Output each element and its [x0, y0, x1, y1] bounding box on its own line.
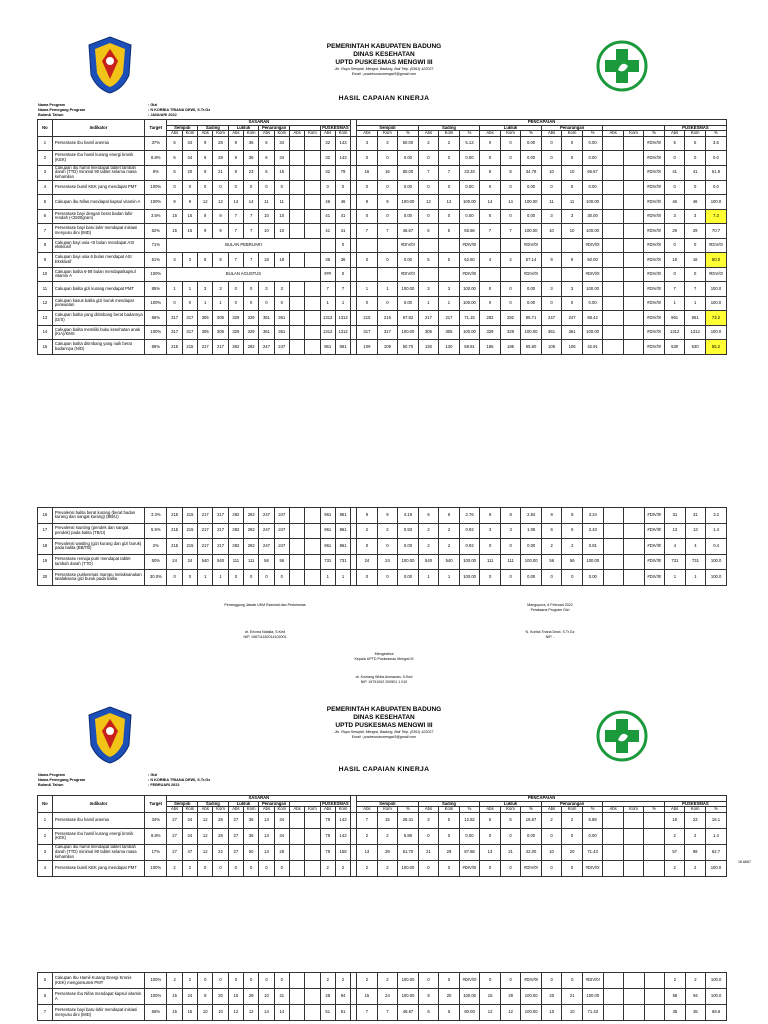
table-row: 11 Cakupan balita gizi kurang mendapat PMT 85% 1 1 3 3 0 0 3 3 7 7 1 1 100.00 3 3 100.00 0 0 0.00 3 3 100.00 #DIV/0! 7 7 100.0	[38, 282, 727, 297]
row-target: 3.5%	[145, 209, 167, 224]
highlight-cell: 55.2	[705, 340, 726, 355]
badung-emblem-logo	[85, 35, 135, 95]
row-no: 14	[38, 325, 53, 340]
row-indikator: Persentase remaja putri mendapat tablet tambah darah (TTD)	[52, 554, 144, 570]
health-cross-logo-2	[596, 710, 648, 762]
row-indikator: Cakupan balita ditimbang yang naik berat badannya (N/D)	[52, 340, 144, 355]
table-row: 8 Cakupan bayi usia <6 bulan mendapat ASI eksklusif 71% BULAN PEBRUARI 0 #DIV/0! #DIV/0! #DIV/0! #DIV/0! #DIV/0! 0 0 #DIV/0!	[38, 238, 727, 253]
row-target: 17%	[145, 844, 167, 860]
col-pen-desa: Penarungan	[541, 801, 603, 807]
row-indikator: Cakupan bayi usia <6 bulan mendapat ASI eksklusif	[52, 238, 144, 253]
col-sas-puskesmas: PUSKESMAS	[320, 801, 351, 807]
side-note: 16.6667	[738, 860, 751, 864]
col-pen-desa: Sempidi	[357, 125, 419, 131]
col-indikator: Indikator	[52, 120, 144, 137]
highlight-cell: 73.2	[705, 311, 726, 326]
table-row: 4 Persentase bumil KEK yang mendapat PMT 100% 2 2 0 0 0 0 0 0 2 2 2 2 100.00 0 0 #DIV/0! 0 0 #DIV/0! 0 0 #DIV/0! 2 2 100.0	[38, 860, 727, 876]
row-no: 18	[38, 539, 53, 555]
kinerja-table-february-continued	[37, 972, 727, 1021]
row-no: 15	[38, 340, 53, 355]
row-indikator: Persentase ibu hamil anemia	[52, 136, 144, 151]
meta-month: Bulan& Tahun : JANUARI 2022	[38, 113, 177, 118]
row-target: 86%	[145, 340, 167, 355]
table-row: 10 Cakupan balita 6-59 bulan mendapatkapsul vitamin A 100% BULAN AGUSTUS ### 0 #DIV/0! #DIV/0! #DIV/0! #DIV/0! #DIV/0! 0 0 #DIV/0!	[38, 267, 727, 282]
table-row: 6 Persentase bayi dengan berat badan lahir rendah (<2500gram) 3.5% 15 15 9 9 7 7 10 10 41 41 0 0 0.00 0 0 0.00 0 0 0.00 3 3 30.00 #DIV/0! 3 3 7.3	[38, 209, 727, 224]
col-pen-desa: Lukluk	[480, 125, 542, 131]
col-no: No	[38, 796, 53, 813]
col-pencapaian: PENCAPAIAN	[357, 796, 727, 802]
row-indikator: Cakupan balita 6-59 bulan mendapatkapsul vitamin A	[52, 267, 144, 282]
row-indikator: Prevalensi balita berat kurang (berat badan kurang dan sangat kurang) (BB/U)	[52, 508, 144, 524]
table-row: 20 Persentase puskesmas mampu melaksanakan tatalaksana gizi buruk pada balita 30.0% 0 0 1 1 0 0 0 0 1 1 0 0 0.00 1 1 100.00 0 0 0.00 0 0 0.00 #DIV/0! 1 1 100.0	[38, 570, 727, 586]
col-target: Target	[145, 120, 167, 137]
table-header-row: Abs Kom Abs Kom Abs Kom Abs Kom Abs Kom Abs Kom Abs Kom % Abs Kom % Abs Kom % Abs Kom % Abs Kom % Abs Kom %	[38, 131, 727, 137]
kinerja-table-january	[37, 119, 727, 355]
row-indikator: Persentase Ibu hamil kurang energi kronik (KEK)	[52, 151, 144, 166]
row-no: 12	[38, 296, 53, 311]
row-target: 3.3%	[145, 508, 167, 524]
table-row: 2 Persentase Ibu hamil kurang energi kronik (KEK) 8.8% 6 34 9 28 9 36 6 34 32 143 0 0 0.00 0 0 0.00 0 0 0.00 0 0 0.00 #DIV/0! 0 0 0.0	[38, 151, 727, 166]
table-header-row: Abs Kom Abs Kom Abs Kom Abs Kom Abs Kom Abs Kom Abs Kom % Abs Kom % Abs Kom % Abs Kom % Abs Kom % Abs Kom %	[38, 807, 727, 813]
table-row: 1 Persentase ibu hamil anemia 37% 6 34 9 28 9 36 6 34 32 143 3 3 50.00 2 2 5.13 0 0 0.00 0 0 0.00 #DIV/0! 5 5 3.5	[38, 136, 727, 151]
row-merged-note: BULAN AGUSTUS	[167, 267, 320, 282]
table-row: 16 Prevalensi balita berat kurang (berat badan kurang dan sangat kurang) (BB/U) 3.3% 215 215 217 217 282 282 247 247 961 961 9 9 4.19 6 6 2.76 8 8 2.84 8 8 3.24 #DIV/0! 31 31 3.2	[38, 508, 727, 524]
row-no: 6	[38, 209, 53, 224]
meta2-program: Nama Program : Gizi	[38, 773, 158, 777]
col-no: No	[38, 120, 53, 137]
table-row: 9 Cakupan bayi usia 6 bulan mendapat ASI Eksklusif 51% 3 3 8 8 7 7 18 18 36 36 0 0 0.00 5 5 62.50 4 4 57.14 9 9 50.00 #DIV/0! 18 18 50.0	[38, 253, 727, 268]
page2-title: HASIL CAPAIAN KINERJA	[338, 766, 430, 773]
sig-center-title: Mengetahui Kepala UPTD Puskesmas Mengwi III	[354, 652, 414, 661]
row-indikator: Cakupan bayi usia 6 bulan mendapat ASI Eksklusif	[52, 253, 144, 268]
row-target: 8.8%	[145, 828, 167, 844]
row-target: 5.5%	[145, 523, 167, 539]
table-row: 17 Prevalensi stunting (pendek dan sangat pendek) pada balita (TB/U) 5.5% 215 215 217 217 282 282 247 247 961 961 2 2 0.93 2 2 0.92 3 3 1.06 6 6 2.43 #DIV/0! 13 13 1.4	[38, 523, 727, 539]
row-target: 100%	[145, 973, 167, 989]
row-target: 100%	[145, 325, 167, 340]
sig-right-place: Mangupura, 6 Februari 2022 Pelaksana Program Gizi	[527, 603, 573, 612]
health-cross-logo	[596, 40, 648, 92]
col-pen-desa: Lukluk	[480, 801, 542, 807]
row-no: 1	[38, 812, 53, 828]
row-indikator: Cakupan ibu Nifas mendapat kapsul vitamin A	[52, 195, 144, 210]
row-target: 100%	[145, 180, 167, 195]
page1-letterhead	[234, 43, 534, 77]
row-target: 100%	[145, 296, 167, 311]
header-address: Jln. Raya Sempidi, Mengwi, Badung, Bali Telp. (0361) 422027	[334, 67, 434, 71]
row-no: 13	[38, 311, 53, 326]
col-indikator: Indikator	[52, 796, 144, 813]
col-sas-desa: Lukluk	[228, 801, 259, 807]
row-no: 1	[38, 136, 53, 151]
col-sas-desa: Sading	[198, 125, 229, 131]
row-no: 4	[38, 860, 53, 876]
col-target: Target	[145, 796, 167, 813]
badung-emblem-logo-2	[85, 705, 135, 765]
row-target: 8%	[145, 165, 167, 180]
row-target: 37%	[145, 136, 167, 151]
row-indikator: Cakupan balita yang ditimbang berat badannya (D/S)	[52, 311, 144, 326]
table-row: 5 Cakupan Ibu Hamil Kurang Energi Kronis (KEK) mengonsumsi PMT 100% 2 2 0 0 0 0 0 0 2 2 2 2 100.00 0 0 #DIV/0! 0 0 #DIV/0! 0 0 #DIV/0! 2 2 100.0	[38, 973, 727, 989]
table-row: 6 Persentase Ibu Nifas mendapat kapsul vitamin A 100% 15 24 8 20 15 29 10 21 48 94 15 24 100.00 8 20 100.00 15 29 100.00 20 21 100.00 58 94 100.0	[38, 989, 727, 1005]
col-sas-desa: Penarungan	[259, 125, 290, 131]
meta-program: Nama Program : Gizi	[38, 103, 158, 107]
page1-title: HASIL CAPAIAN KINERJA	[338, 95, 430, 102]
row-indikator: Persentase ibu hamil anemia	[52, 812, 144, 828]
row-merged-note: BULAN PEBRUARI	[167, 238, 320, 253]
header-gov: PEMERINTAH KABUPATEN BADUNG	[326, 43, 442, 50]
table-row: 18 Prevalensi wasting (gizi kurang dan gizi buruk) pada balita (BB/TB) 2% 215 215 217 217 282 282 247 247 961 961 0 0 0.00 2 2 0.92 0 0 0.00 2 2 0.81 #DIV/0! 4 4 0.4	[38, 539, 727, 555]
row-no: 5	[38, 973, 53, 989]
page2-letterhead: PEMERINTAH KABUPATEN BADUNG DINAS KESEHATAN UPTD PUSKESMAS MENGWI III Jln. Raya Sempidi, Mengwi, Badung, Bali Telp. (0361) 422027 Email : puskesmasmengwi3@gmail.com	[326, 706, 442, 739]
row-target: 2%	[145, 539, 167, 555]
sig-center-name: dr. Komang Widia Asmawan, S.Ked NIP. 19791002 200501 1 010	[355, 675, 413, 684]
row-target: 100%	[145, 195, 167, 210]
table-row: 3 Cakupan ibu hamil mendapat tablet tambah darah (TTD) minimal 90 tablet selama masa kehamilan 17% 27 47 12 22 27 50 13 28 79 158 13 29 61.70 21 29 87.88 13 21 42.00 10 20 71.43 57 99 62.7	[38, 844, 727, 860]
table-row: 14 Cakupan balita memiliki buku kesehatan anak (KIA)/KMS 100% 317 317 305 305 329 329 361 361 1312 1312 317 317 100.00 305 305 100.00 329 329 100.00 361 361 100.00 #DIV/0! 1312 1312 100.0	[38, 325, 727, 340]
col-sasaran: SASARAN	[167, 796, 351, 802]
row-no: 2	[38, 151, 53, 166]
row-target: 66%	[145, 1005, 167, 1021]
row-indikator: Persentase bumil KEK yang mendapat PMT	[52, 180, 144, 195]
col-pen-desa: Penarungan	[541, 125, 603, 131]
row-no: 10	[38, 267, 53, 282]
sig-left-name: dr. Ericma Natalia, S.Ked NIP. 198711182014102001	[243, 630, 287, 639]
col-pen-desa: Sading	[418, 801, 480, 807]
col-pen-desa: Sading	[418, 125, 480, 131]
row-indikator: Persentase Ibu hamil kurang energi kronik (KEK)	[52, 828, 144, 844]
row-indikator: Persentase Ibu Nifas mendapat kapsul vitamin A	[52, 989, 144, 1005]
row-no: 19	[38, 554, 53, 570]
col-sas-desa: Sempidi	[167, 801, 198, 807]
col-pencapaian: PENCAPAIAN	[357, 120, 727, 126]
row-no: 11	[38, 282, 53, 297]
row-indikator: Persentase bayi baru lahir mendapat inisiasi menyusu dini (IMD)	[52, 224, 144, 239]
row-target: 62%	[145, 224, 167, 239]
sig-left-title: Penanggung Jawab UKM Esensial dan Perkesmas	[224, 603, 306, 607]
sig-right-name: N. Korbia Triana Dewi, S.Tr.Gz NIP. -	[525, 630, 575, 639]
row-target: 71%	[145, 238, 167, 253]
row-indikator: Prevalensi stunting (pendek dan sangat pendek) pada balita (TB/U)	[52, 523, 144, 539]
row-no: 7	[38, 224, 53, 239]
row-no: 2	[38, 828, 53, 844]
row-indikator: Persentase bayi baru lahir mendapat inisiasi menyusu dini (IMD)	[52, 1005, 144, 1021]
page1-meta	[38, 103, 338, 119]
row-no: 3	[38, 844, 53, 860]
col-pen-desa: Sempidi	[357, 801, 419, 807]
row-indikator: Persentase bumil KEK yang mendapat PMT	[52, 860, 144, 876]
col-sas-puskesmas: PUSKESMAS	[320, 125, 351, 131]
table-row: 1 Persentase ibu hamil anemia 34% 27 34 12 28 27 36 13 34 79 143 7 15 28.41 3 5 12.82 6 6 16.67 2 2 5.88 18 23 16.1	[38, 812, 727, 828]
row-target: 51%	[145, 253, 167, 268]
row-no: 5	[38, 195, 53, 210]
col-sas-desa: Lukluk	[228, 125, 259, 131]
row-target: 8.8%	[145, 151, 167, 166]
col-sas-desa: Sading	[198, 801, 229, 807]
table-row: 2 Persentase Ibu hamil kurang energi kronik (KEK) 8.8% 27 34 12 28 27 36 13 34 79 143 2 2 5.88 0 0 0.00 0 0 0.00 0 0 0.00 2 2 1.4	[38, 828, 727, 844]
col-sas-desa: Penarungan	[259, 801, 290, 807]
row-target: 30.0%	[145, 570, 167, 586]
row-no: 20	[38, 570, 53, 586]
row-no: 8	[38, 238, 53, 253]
table-row: 3 Cakupan ibu hamil mendapat tablet tambah darah (TTD) minimal 90 tablet selama masa kehamilan 8% 6 20 9 21 9 23 6 15 32 79 16 16 80.00 7 7 33.33 8 8 34.78 10 10 66.67 #DIV/0! 41 41 51.9	[38, 165, 727, 180]
table-row: 19 Persentase remaja putri mendapat tablet tambah darah (TTD) 50% 24 24 540 540 111 111 56 56 731 731 24 24 100.00 540 540 100.00 111 111 100.00 56 56 100.00 #DIV/0! 731 731 100.0	[38, 554, 727, 570]
row-indikator: Cakupan balita gizi kurang mendapat PMT	[52, 282, 144, 297]
row-target: 100%	[145, 989, 167, 1005]
page2-meta	[38, 773, 338, 789]
table-row: 7 Persentase bayi baru lahir mendapat inisiasi menyusu dini (IMD) 62% 15 15 9 9 7 7 10 10 41 41 7 7 46.67 5 5 55.56 7 7 100.00 10 10 100.00 #DIV/0! 29 29 70.7	[38, 224, 727, 239]
row-no: 6	[38, 989, 53, 1005]
table-row: 15 Cakupan balita ditimbang yang naik berat badannya (N/D) 86% 215 215 217 217 282 282 247 247 961 961 109 109 50.70 130 130 59.91 185 185 65.60 106 106 42.91 #DIV/0! 530 530 55.2	[38, 340, 727, 355]
row-target: 50%	[145, 554, 167, 570]
row-no: 3	[38, 165, 53, 180]
row-no: 4	[38, 180, 53, 195]
row-no: 17	[38, 523, 53, 539]
row-no: 7	[38, 1005, 53, 1021]
table-row: 5 Cakupan ibu Nifas mendapat kapsul vitamin A 100% 9 9 12 12 14 14 11 11 46 46 9 9 100.00 12 12 100.00 14 14 100.00 11 11 100.00 #DIV/0! 46 46 100.0	[38, 195, 727, 210]
row-indikator: Persentase bayi dengan berat badan lahir rendah (<2500gram)	[52, 209, 144, 224]
highlight-cell: 50.0	[705, 253, 726, 268]
highlight-cell: 7.3	[705, 209, 726, 224]
row-indikator: Cakupan ibu hamil mendapat tablet tambah darah (TTD) minimal 90 tablet selama masa kehamilan	[52, 165, 144, 180]
col-pen-puskesmas: PUSKESMAS	[664, 801, 726, 807]
row-indikator: Cakupan ibu hamil mendapat tablet tambah darah (TTD) minimal 90 tablet selama masa kehamilan	[52, 844, 144, 860]
meta-holder: Nama Pemegang Program : N KORBIA TRIANA DEWI, S.Tr.Gz	[38, 108, 211, 113]
row-indikator: Cakupan kasus balita gizi buruk mendapat perawatan	[52, 296, 144, 311]
row-target: 34%	[145, 812, 167, 828]
row-target: 85%	[145, 282, 167, 297]
row-indikator: Prevalensi wasting (gizi kurang dan gizi buruk) pada balita (BB/TB)	[52, 539, 144, 555]
table-row: 13 Cakupan balita yang ditimbang berat badannya (D/S) 86% 317 317 305 305 329 329 361 361 1312 1312 215 215 67.82 217 217 71.15 282 282 85.71 247 247 68.42 #DIV/0! 961 961 73.2	[38, 311, 727, 326]
row-no: 16	[38, 508, 53, 524]
row-no: 9	[38, 253, 53, 268]
row-indikator: Cakupan balita memiliki buku kesehatan anak (KIA)/KMS	[52, 325, 144, 340]
header-unit: UPTD PUSKESMAS MENGWI III	[335, 59, 433, 66]
row-target: 100%	[145, 267, 167, 282]
col-sas-desa: Sempidi	[167, 125, 198, 131]
kinerja-table-february	[37, 795, 727, 877]
meta2-holder: Nama Pemegang Program : N KORBIA TRIANA DEWI, S.Tr.Gz	[38, 778, 211, 783]
kinerja-table-continued	[37, 507, 727, 586]
meta2-month: Bulan& Tahun : FEBRUARI 2022	[38, 783, 180, 788]
header-dept: DINAS KESEHATAN	[353, 51, 415, 58]
header-email: Email : puskesmasmengwi3@gmail.com	[351, 72, 417, 76]
row-target: 86%	[145, 311, 167, 326]
row-target: 100%	[145, 860, 167, 876]
row-indikator: Persentase puskesmas mampu melaksanakan tatalaksana gizi buruk pada balita	[52, 570, 144, 586]
table-row: 4 Persentase bumil KEK yang mendapat PMT 100% 0 0 0 0 0 0 0 0 0 0 0 0 0.00 0 0 0.00 0 0 0.00 0 0 0.00 #DIV/0! 0 0 0.0	[38, 180, 727, 195]
col-sasaran: SASARAN	[167, 120, 351, 126]
table-row: 7 Persentase bayi baru lahir mendapat inisiasi menyusu dini (IMD) 66% 15 15 10 10 12 12 14 14 51 51 7 7 46.67 6 6 60.00 12 12 100.00 10 10 71.43 35 35 68.6	[38, 1005, 727, 1021]
table-row: 12 Cakupan kasus balita gizi buruk mendapat perawatan 100% 0 0 1 1 0 0 0 0 1 1 0 0 0.00 1 1 100.00 0 0 0.00 0 0 0.00 #DIV/0! 1 1 100.0	[38, 296, 727, 311]
col-pen-puskesmas: PUSKESMAS	[664, 125, 726, 131]
row-indikator: Cakupan Ibu Hamil Kurang Energi Kronis (KEK) mengonsumsi PMT	[52, 973, 144, 989]
